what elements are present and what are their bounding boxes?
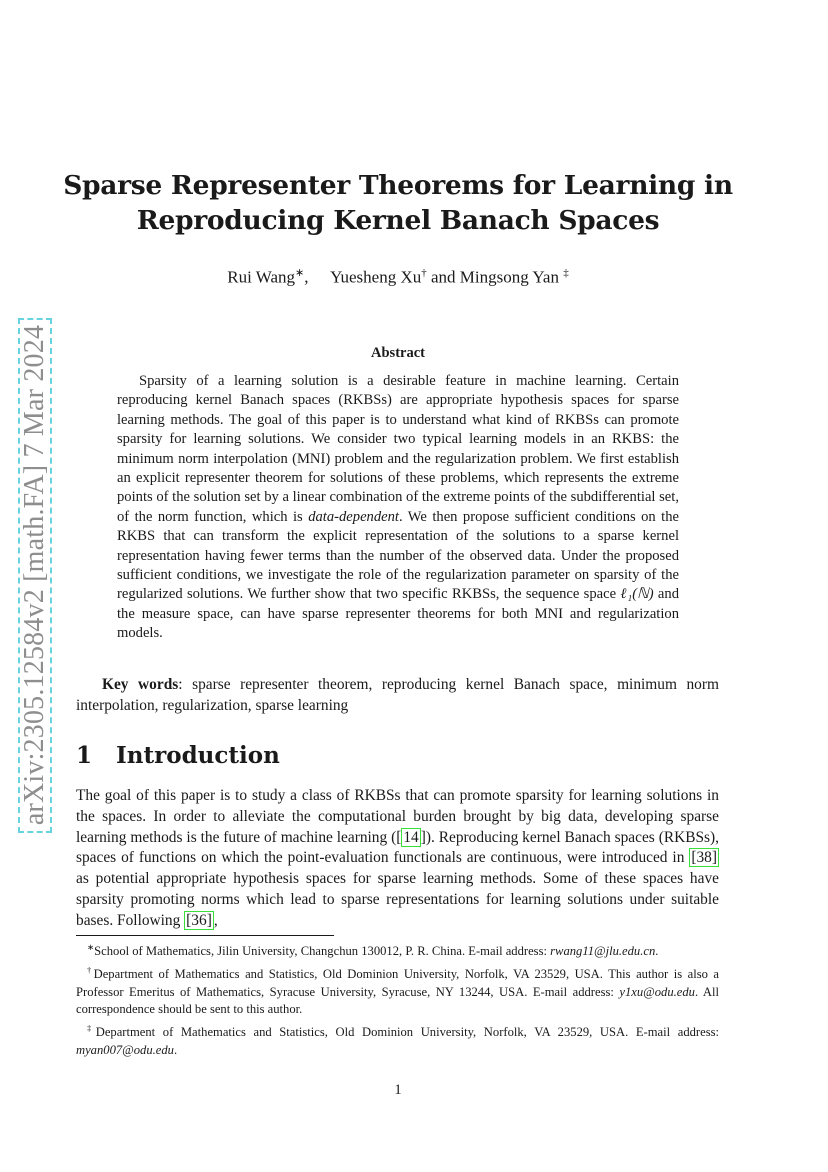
footnote: [76, 939, 719, 960]
footnote-text: .: [655, 944, 659, 959]
abstract-emphasis: data-dependent: [308, 508, 399, 525]
footnote-text: Department of Mathematics and Statistics, Old Dominion University, Norfolk, VA 23529, USA. E-mail address:: [95, 1025, 720, 1040]
footnote-link[interactable]: ‡: [563, 267, 569, 279]
citation-link[interactable]: 14: [403, 828, 419, 846]
intro-text-part: ]). Reproducing kernel Banach spaces (RKBSs), spaces of functions on which the point-evaluation functionals are continuous, were introduced in: [76, 828, 719, 867]
footnote-link[interactable]: ∗: [295, 267, 305, 279]
abstract-text-part: and the measure space, can have sparse representer theorems for both MNI and regularization models.: [117, 586, 679, 642]
paper-title-line-2: Reproducing Kernel Banach Spaces: [136, 205, 660, 236]
abstract-heading: Abstract: [371, 345, 425, 361]
intro-paragraph: [76, 786, 719, 932]
footnote-text: Department of Mathematics and Statistics, Old Dominion University, Norfolk, VA 23529, USA. This author is also a Professor Emeritus of Mathematics, Syracuse University, Syracuse, NY 13244, USA. E-mail address:: [76, 967, 720, 999]
citation-link[interactable]: [38]: [691, 849, 717, 867]
author-name: Yuesheng Xu: [330, 267, 422, 287]
footnote-text: . All correspondence should be sent to this author.: [76, 984, 720, 1016]
paper-title-line-1: Sparse Representer Theorems for Learning in: [63, 170, 733, 201]
abstract-text-part: Sparsity of a learning solution is a desirable feature in machine learning. Certain reproducing kernel Banach spaces (RKBSs) are appropriate hypothesis spaces for sparse learning methods. The goal of this paper is to understand what kind of RKBSs can promote sparsity for learning solutions. We consider two typical learning models in an RKBS: the minimum norm interpolation (MNI) problem and the regularization problem. We first establish an explicit representer theorem for solutions of these problems, which represents the extreme points of the solution set by a linear combination of the extreme points of the subdifferential set, of the norm function, which is: [117, 373, 679, 525]
footnote: [76, 962, 719, 1018]
arxiv-stamp-text: arXiv:2305.12584v2 [math.FA] 7 Mar 2024: [19, 324, 50, 826]
keywords-text: : sparse representer theorem, reproducing kernel Banach space, minimum norm interpolation, regularization, sparse learning: [76, 676, 719, 714]
footnote-divider: [76, 935, 334, 936]
paper-title: [60, 168, 736, 238]
footnote: [76, 1020, 719, 1059]
section-title: Introduction: [116, 742, 280, 769]
citation-link[interactable]: [36]: [186, 911, 212, 929]
footnote-link[interactable]: †: [421, 267, 427, 279]
footnote-text: .: [173, 1042, 178, 1057]
author-name: Mingsong Yan: [459, 267, 559, 287]
abstract-text-part: . We then propose sufficient conditions on the RKBS that can transform the explicit representation of the solutions to a sparse kernel representation having fewer terms than the number of the observed data. Under the proposed sufficient conditions, we investigate the role of the regularization parameter on sparsity of the regularized solutions. We further show that two specific RKBSs, the sequence space: [117, 508, 679, 603]
page-number: 1: [394, 1082, 402, 1098]
section-number: 1: [76, 742, 93, 769]
email-link[interactable]: y1xu@odu.edu: [619, 984, 695, 999]
email-link[interactable]: myan007@odu.edu: [76, 1042, 174, 1057]
keywords-paragraph: [76, 674, 719, 716]
intro-text-part: The goal of this paper is to study a class of RKBSs that can promote sparsity for learning solutions in the spaces. In order to alleviate the computational burden brought by big data, developing sparse learning methods is the future of machine learning ([: [76, 787, 719, 846]
footnote-text: School of Mathematics, Jilin University, Changchun 130012, P. R. China. E-mail address:: [94, 944, 551, 959]
footnote-mark: †: [87, 965, 94, 976]
footnote-mark: ‡: [87, 1023, 96, 1034]
abstract-text: [117, 372, 679, 644]
keywords-label: Key words: [102, 676, 179, 693]
intro-text-part: ,: [213, 911, 218, 929]
footnotes: [76, 939, 719, 1061]
section-heading: [76, 742, 280, 769]
author-list: Rui Wang∗, Yuesheng Xu† and Mingsong Yan ‡: [227, 267, 569, 287]
intro-text-part: as potential appropriate hypothesis spaces for sparse learning methods. Some of these spaces have sparsity promoting norms which lead to sparse representations for learning solutions under suitable bases. Following: [76, 870, 719, 929]
author-conjunction: and: [430, 267, 456, 287]
footnote-mark: ∗: [87, 942, 95, 952]
email-link[interactable]: rwang11@jlu.edu.cn: [550, 944, 656, 959]
math-expression: ℓ₁(ℕ): [620, 586, 654, 603]
author-name: Rui Wang: [227, 267, 295, 287]
